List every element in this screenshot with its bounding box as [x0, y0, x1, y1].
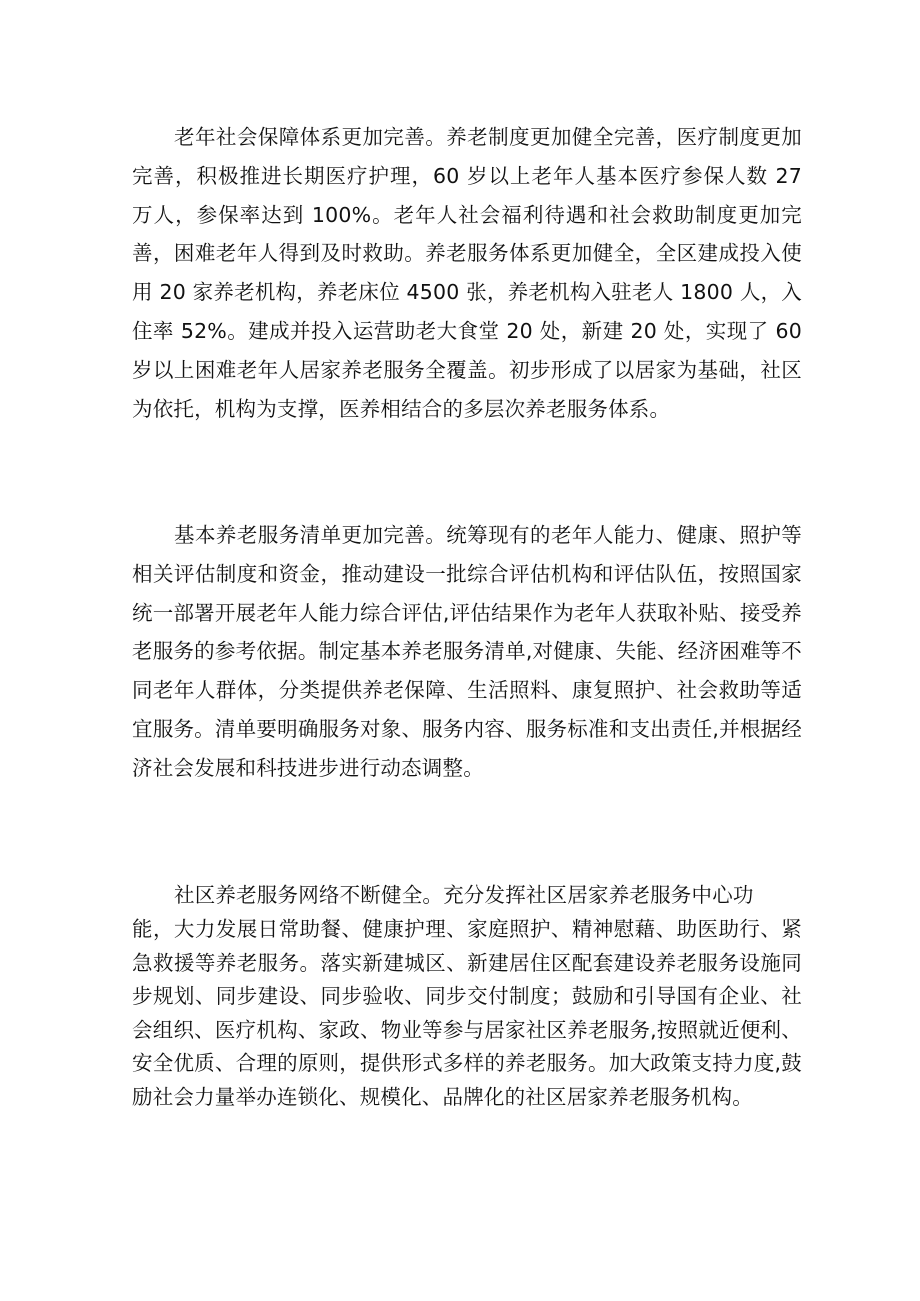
paragraph-elderly-security: 老年社会保障体系更加完善。养老制度更加健全完善，医疗制度更加完善，积极推进长期医疗护理，60 岁以上老年人基本医疗参保人数 27 万人，参保率达到 100%。老年人社会福利待遇和社会救助制度更加完善，困难老年人得到及时救助。养老服务体系更加健全，全区建成投入使用 20 家养老机构，养老床位 4500 张，养老机构入驻老人 1800 人，入住率 52%。建成并投入运营助老大食堂 20 处，新建 20 处，实现了 60 岁以上困难老年人居家养老服务全覆盖。初步形成了以居家为基础，社区为依托，机构为支撑，医养相结合的多层次养老服务体系。 [132, 125, 802, 421]
paragraph-community-network-heading: 社区养老服务网络不断健全。充分发挥社区居家养老服务中心功 [174, 883, 754, 907]
paragraph-basic-service-list: 基本养老服务清单更加完善。统筹现有的老年人能力、健康、照护等相关评估制度和资金，推动建设一批综合评估机构和评估队伍，按照国家统一部署开展老年人能力综合评估,评估结果作为老年人获取补贴、接受养老服务的参考依据。制定基本养老服务清单,对健康、失能、经济困难等不同老年人群体，分类提供养老保障、生活照料、康复照护、社会救助等适宜服务。清单要明确服务对象、服务内容、服务标准和支出责任,并根据经济社会发展和科技进步进行动态调整。 [132, 523, 802, 780]
paragraph-community-network-body: 能，大力发展日常助餐、健康护理、家庭照护、精神慰藉、助医助行、紧急救援等养老服务。落实新建城区、新建居住区配套建设养老服务设施同步规划、同步建设、同步验收、同步交付制度；鼓励和引导国有企业、社会组织、医疗机构、家政、物业等参与居家社区养老服务,按照就近便利、安全优质、合理的原则，提供形式多样的养老服务。加大政策支持力度,鼓励社会力量举办连锁化、规模化、品牌化的社区居家养老服务机构。 [132, 917, 802, 1109]
